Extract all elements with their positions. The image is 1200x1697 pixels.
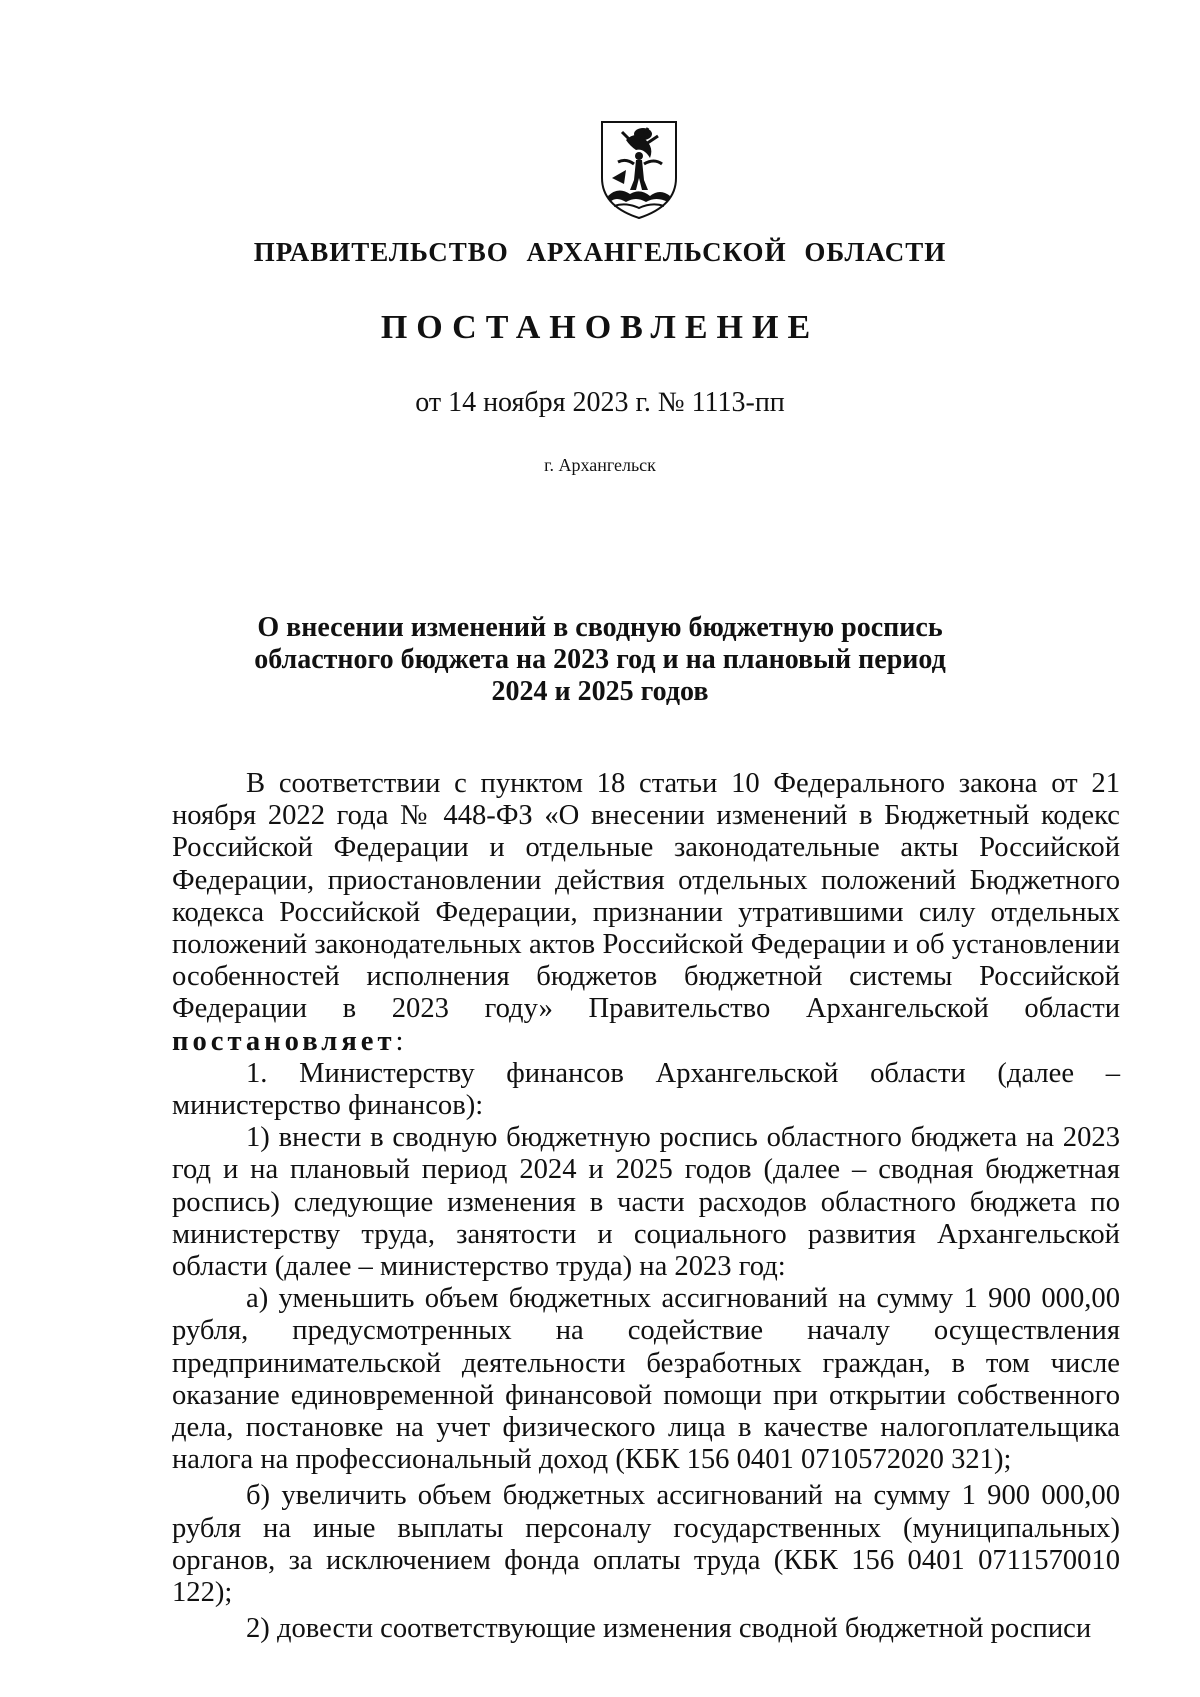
intro-text: В соответствии с пунктом 18 статьи 10 Федерального закона от 21 ноября 2022 года № 448-ФЗ «О внесении изменений в Бюджетный кодекс Российской Федерации и отдельные законодательные акты Российской Федерации, приостановлении действия отдельных положений Бюджетного кодекса Российской Федерации, признании утратившими силу отдельных положений законодательных актов Российской Федерации и об установлении особенностей исполнения бюджетов бюджетной системы Российской Федерации в 2023 году» Правительство Архангельской области	[172, 768, 1120, 1025]
title-line: областного бюджета на 2023 год и на плановый период	[254, 644, 946, 675]
paragraph-1: 1. Министерству финансов Архангельской области (далее – министерство финансов):	[172, 1057, 1120, 1122]
document-city: г. Архангельск	[544, 455, 656, 475]
title-line: 2024 и 2025 годов	[491, 676, 709, 707]
document-type: ПОСТАНОВЛЕНИЕ	[380, 309, 820, 346]
paragraph-1-2: 2) довести соответствующие изменения сводной бюджетной росписи	[246, 1613, 1092, 1645]
document-date-number: от 14 ноября 2023 г. № 1113-пп	[415, 387, 785, 418]
paragraph-1-1-b: б) увеличить объем бюджетных ассигнований на сумму 1 900 000,00 рубля на иные выплаты персоналу государственных (муниципальных) органов, за исключением фонда оплаты труда (КБК 156 0401 0711570010 122);	[172, 1480, 1120, 1609]
document-title	[0, 612, 1200, 708]
decree-suffix: :	[395, 1025, 404, 1057]
decree-word: постановляет	[172, 1025, 396, 1057]
document-body	[172, 768, 1120, 1645]
organization-name: ПРАВИТЕЛЬСТВО АРХАНГЕЛЬСКОЙ ОБЛАСТИ	[253, 237, 947, 267]
paragraph-1-1-a: а) уменьшить объем бюджетных ассигнований на сумму 1 900 000,00 рубля, предусмотренных на содействие началу осуществления предпринимательской деятельности безработных граждан, в том числе оказание единовременной финансовой помощи при открытии собственного дела, постановке на учет физического лица в качестве налогоплательщика налога на профессиональный доход (КБК 156 0401 0710572020 321);	[172, 1283, 1120, 1476]
coat-of-arms-icon	[596, 118, 682, 222]
title-line: О внесении изменений в сводную бюджетную роспись	[257, 612, 943, 643]
paragraph-1-1: 1) внести в сводную бюджетную роспись областного бюджета на 2023 год и на плановый период 2024 и 2025 годов (далее – сводная бюджетная роспись) следующие изменения в части расходов областного бюджета по министерству труда, занятости и социального развития Архангельской области (далее – министерство труда) на 2023 год:	[172, 1122, 1120, 1283]
intro-paragraph	[172, 768, 1120, 1058]
